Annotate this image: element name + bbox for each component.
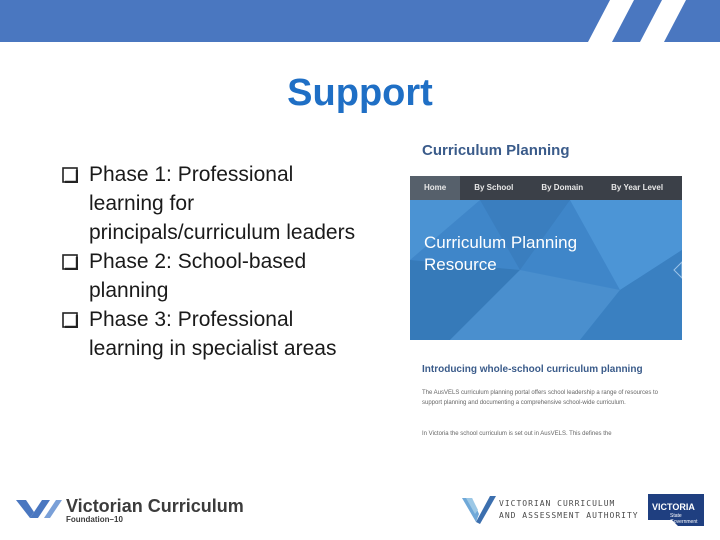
victoria-subtitle-1: State [670,513,682,519]
nav-item-home: Home [410,176,460,200]
checkbox-bullet-icon [62,312,78,328]
nav-item-by-school: By School [474,183,514,192]
bullet-text: Phase 1: Professional learning for principals/curriculum leaders [89,163,356,244]
bullet-text: Phase 3: Professional learning in specialist areas [89,308,337,360]
vc-chevron-icon [16,498,62,520]
nav-item-by-year-level: By Year Level [611,183,664,192]
victoria-subtitle-2: Government [670,519,698,525]
bullet-list [62,160,362,363]
checkbox-bullet-icon [62,167,78,183]
bullet-item [62,247,362,305]
banner-graphic [0,0,720,42]
top-banner [0,0,720,42]
vc-name: Victorian Curriculum [66,496,244,516]
victoria-state-government-logo [644,490,708,530]
vcaa-check-icon [462,494,496,526]
checkbox-bullet-icon [62,254,78,270]
screenshot-hero [410,200,682,340]
website-screenshot [410,138,682,448]
hero-title: Curriculum Planning Resource [424,233,578,274]
vcaa-logo [462,494,639,526]
vcaa-line-1: VICTORIAN CURRICULUM [499,499,616,508]
vcaa-line-2: AND ASSESSMENT AUTHORITY [499,511,639,520]
bullet-text: Phase 2: School-based planning [89,250,307,302]
slide-title: Support [287,72,433,114]
nav-item-by-domain: By Domain [541,183,584,192]
victoria-name: VICTORIA [652,502,695,512]
bullet-item [62,305,362,363]
victorian-curriculum-logo [16,496,256,526]
screenshot-intro-heading: Introducing whole-school curriculum planning [422,364,643,375]
vc-subtitle: Foundation–10 [66,515,123,524]
screenshot-paragraph: The AusVELS curriculum planning portal offers school leadership a range of resources to support planning and documenting a comprehensive school-wide curriculum. [422,390,659,406]
bullet-item [62,160,362,247]
screenshot-nav [410,176,682,200]
screenshot-paragraph-2: In Victoria the school curriculum is set out in AusVELS. This defines the [422,431,612,437]
screenshot-heading: Curriculum Planning [422,142,570,159]
slide-title-wrap [0,72,720,115]
